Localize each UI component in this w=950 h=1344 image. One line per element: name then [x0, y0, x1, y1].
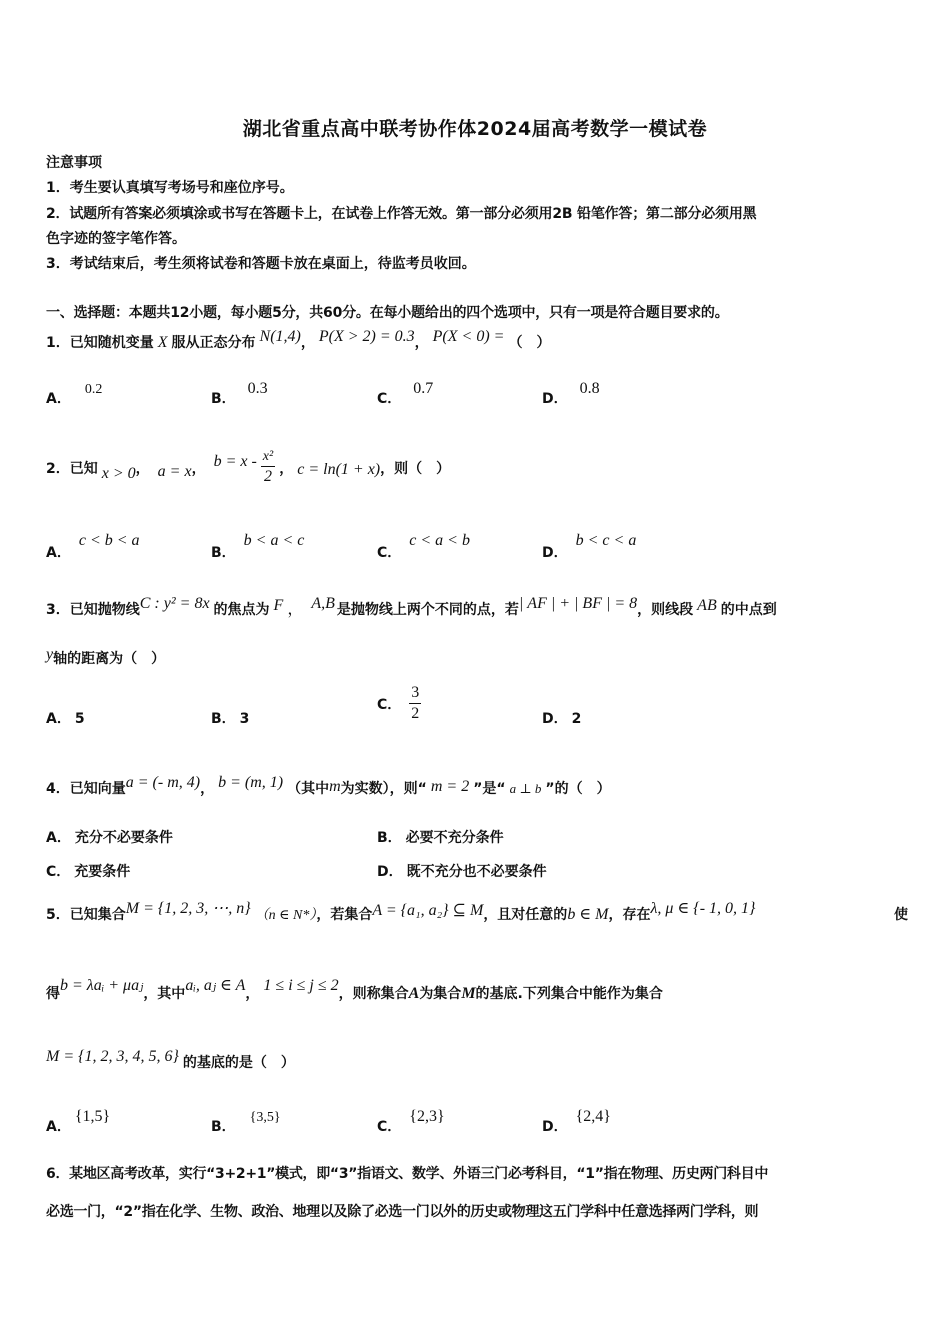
q3-curve: C : y² = 8x: [139, 595, 210, 612]
q5-expr: b = λaᵢ + μaⱼ: [60, 977, 144, 994]
q2-cond-c: c = ln(1 + x): [297, 460, 381, 478]
q5-prefix: 5．已知集合: [46, 907, 126, 923]
q1-option-c: C．0.7: [377, 380, 434, 407]
question-5-line3: M = {1, 2, 3, 4, 5, 6} 的基底的是（ ）: [46, 1048, 295, 1071]
q5-base-set: M = {1, 2, 3, 4, 5, 6}: [46, 1048, 179, 1065]
q1-cond: P(X > 2) = 0.3: [318, 328, 415, 345]
q5-option-c: C．{2,3}: [377, 1108, 445, 1135]
q3-focus: F: [273, 597, 284, 614]
q1-var: X: [157, 334, 168, 351]
q5-option-a: A．{1,5}: [46, 1108, 111, 1135]
q5-option-d: D．{2,4}: [542, 1108, 611, 1135]
q2-cond-x: x > 0: [101, 464, 136, 482]
q5-cond: （n ∈ N*）: [254, 908, 317, 923]
q3-points: A,B: [311, 595, 335, 612]
section-heading: 一、选择题：本题共12小题，每小题5分，共60分。在每小题给出的四个选项中，只有一项是符合题目要求的。: [46, 305, 729, 321]
question-3-line2: y轴的距离为（ ）: [46, 646, 166, 667]
q1-prefix: 1．已知随机变量: [46, 335, 154, 351]
q3-option-b: B． 3: [211, 711, 250, 727]
notice-item-3: 3．考试结束后，考生须将试卷和答题卡放在桌面上，待监考员收回。: [46, 256, 476, 272]
notice-item-2-cont: 色字迹的签字笔作答。: [46, 231, 186, 247]
notice-item-1: 1．考生要认真填写考场号和座位序号。: [46, 180, 294, 196]
q2-fraction: $\frac{\text{x²}}{2}$: [262, 449, 274, 485]
q1-option-b: B．0.3: [211, 380, 268, 407]
question-5: 5．已知集合M = {1, 2, 3, ⋯, n} （n ∈ N*），若集合A = {a₁, a₂} ⊆ M，且对任意的b ∈ M，存在λ, μ ∈ {- 1, 0, 1} 使: [46, 900, 908, 923]
question-6-line1: 6．某地区高考改革，实行“3+2+1”模式，即“3”指语文、数学、外语三门必考科目，“1”指在物理、历史两门科目中: [46, 1166, 769, 1182]
q5-ineq: 1 ≤ i ≤ j ≤ 2: [263, 977, 339, 994]
q4-option-a: A． 充分不必要条件: [46, 830, 173, 846]
q2-option-d: D．b < c < a: [542, 532, 637, 561]
q5-b: b ∈ M: [567, 906, 609, 923]
q3-option-a: A． 5: [46, 711, 85, 727]
q3-prefix: 3．已知抛物线: [46, 602, 140, 618]
q4-option-c: C． 充要条件: [46, 864, 131, 880]
question-5-line2: 得b = λaᵢ + μaⱼ，其中aᵢ, aⱼ ∈ A， 1 ≤ i ≤ j ≤ 2，则称集合A为集合M的基底.下列集合中能作为集合: [46, 977, 663, 1002]
q1-ask: P(X < 0) =: [432, 328, 505, 345]
q4-option-b: B． 必要不充分条件: [377, 830, 504, 846]
q1-sep2: ，: [414, 335, 429, 351]
q3-option-c: C． $\frac{3}{2}$: [377, 684, 420, 722]
q2-cond-a: a = x: [157, 462, 192, 480]
q2-prefix: 2．已知: [46, 460, 98, 477]
question-1: [46, 328, 551, 352]
q4-option-d: D． 既不充分也不必要条件: [377, 864, 547, 880]
q1-option-a: A．0.2: [46, 382, 103, 407]
q5-ai-aj: aᵢ, aⱼ ∈ A: [185, 977, 246, 994]
q2-suffix: ，则（ ）: [380, 460, 451, 477]
notice-heading: 注意事项: [46, 155, 102, 171]
q4-vector-a: a = (- m, 4): [125, 774, 201, 791]
q5-set-m: M = {1, 2, 3, ⋯, n}: [125, 900, 251, 917]
q2-option-b: B．b < a < c: [211, 532, 305, 561]
q1-suffix: （ ）: [508, 335, 551, 351]
q1-sep1: ，: [300, 335, 315, 351]
q3-option-d: D． 2: [542, 711, 582, 727]
notice-item-2: 2．试题所有答案必须填涂或书写在答题卡上，在试卷上作答无效。第一部分必须用2B 铅笔作答；第二部分必须用黑: [46, 206, 757, 222]
question-6-line2: 必选一门，“2”指在化学、生物、政治、地理以及除了必选一门以外的历史或物理这五门学科中任意选择两门学科，则: [46, 1204, 759, 1220]
q5-lambda-mu: λ, μ ∈ {- 1, 0, 1}: [650, 900, 756, 917]
q5-set-a: A = {a₁, a₂} ⊆ M: [372, 902, 484, 919]
q2-option-c: C．c < a < b: [377, 532, 470, 561]
q4-m: m: [329, 778, 341, 795]
question-3: 3．已知抛物线C : y² = 8x 的焦点为 F ， A,B 是抛物线上两个不同的点，若| AF | + | BF | = 8，则线段 AB 的中点到: [46, 595, 777, 618]
q4-cond: m = 2: [430, 778, 470, 795]
q3-y: y: [46, 646, 54, 663]
q1-dist: N(1,4): [259, 328, 301, 345]
question-2: 2．已知 x > 0 ， a = x ， b = x - $\frac{\text{x²}}{2}$ ， c = ln(1 + x) ，则（ ）: [46, 449, 451, 485]
q4-perp: a ⊥ b: [509, 781, 542, 796]
q2-cond-b: b = x -: [213, 452, 257, 470]
page-title: 湖北省重点高中联考协作体2024届高考数学一模试卷: [242, 118, 708, 140]
q2-option-a: A．c < b < a: [46, 532, 140, 561]
q5-option-b: B．{3,5}: [211, 1110, 281, 1135]
q1-mid: 服从正态分布: [171, 335, 256, 351]
q4-vector-b: b = (m, 1): [218, 774, 284, 791]
q1-option-d: D．0.8: [542, 380, 600, 407]
question-4: 4．已知向量a = (- m, 4)， b = (m, 1) （其中m为实数），则“ m = 2 ”是“ a ⊥ b ”的（ ）: [46, 774, 611, 797]
q3-cond: | AF | + | BF | = 8: [518, 595, 638, 612]
q4-prefix: 4．已知向量: [46, 781, 126, 797]
q3-seg: AB: [697, 597, 717, 614]
